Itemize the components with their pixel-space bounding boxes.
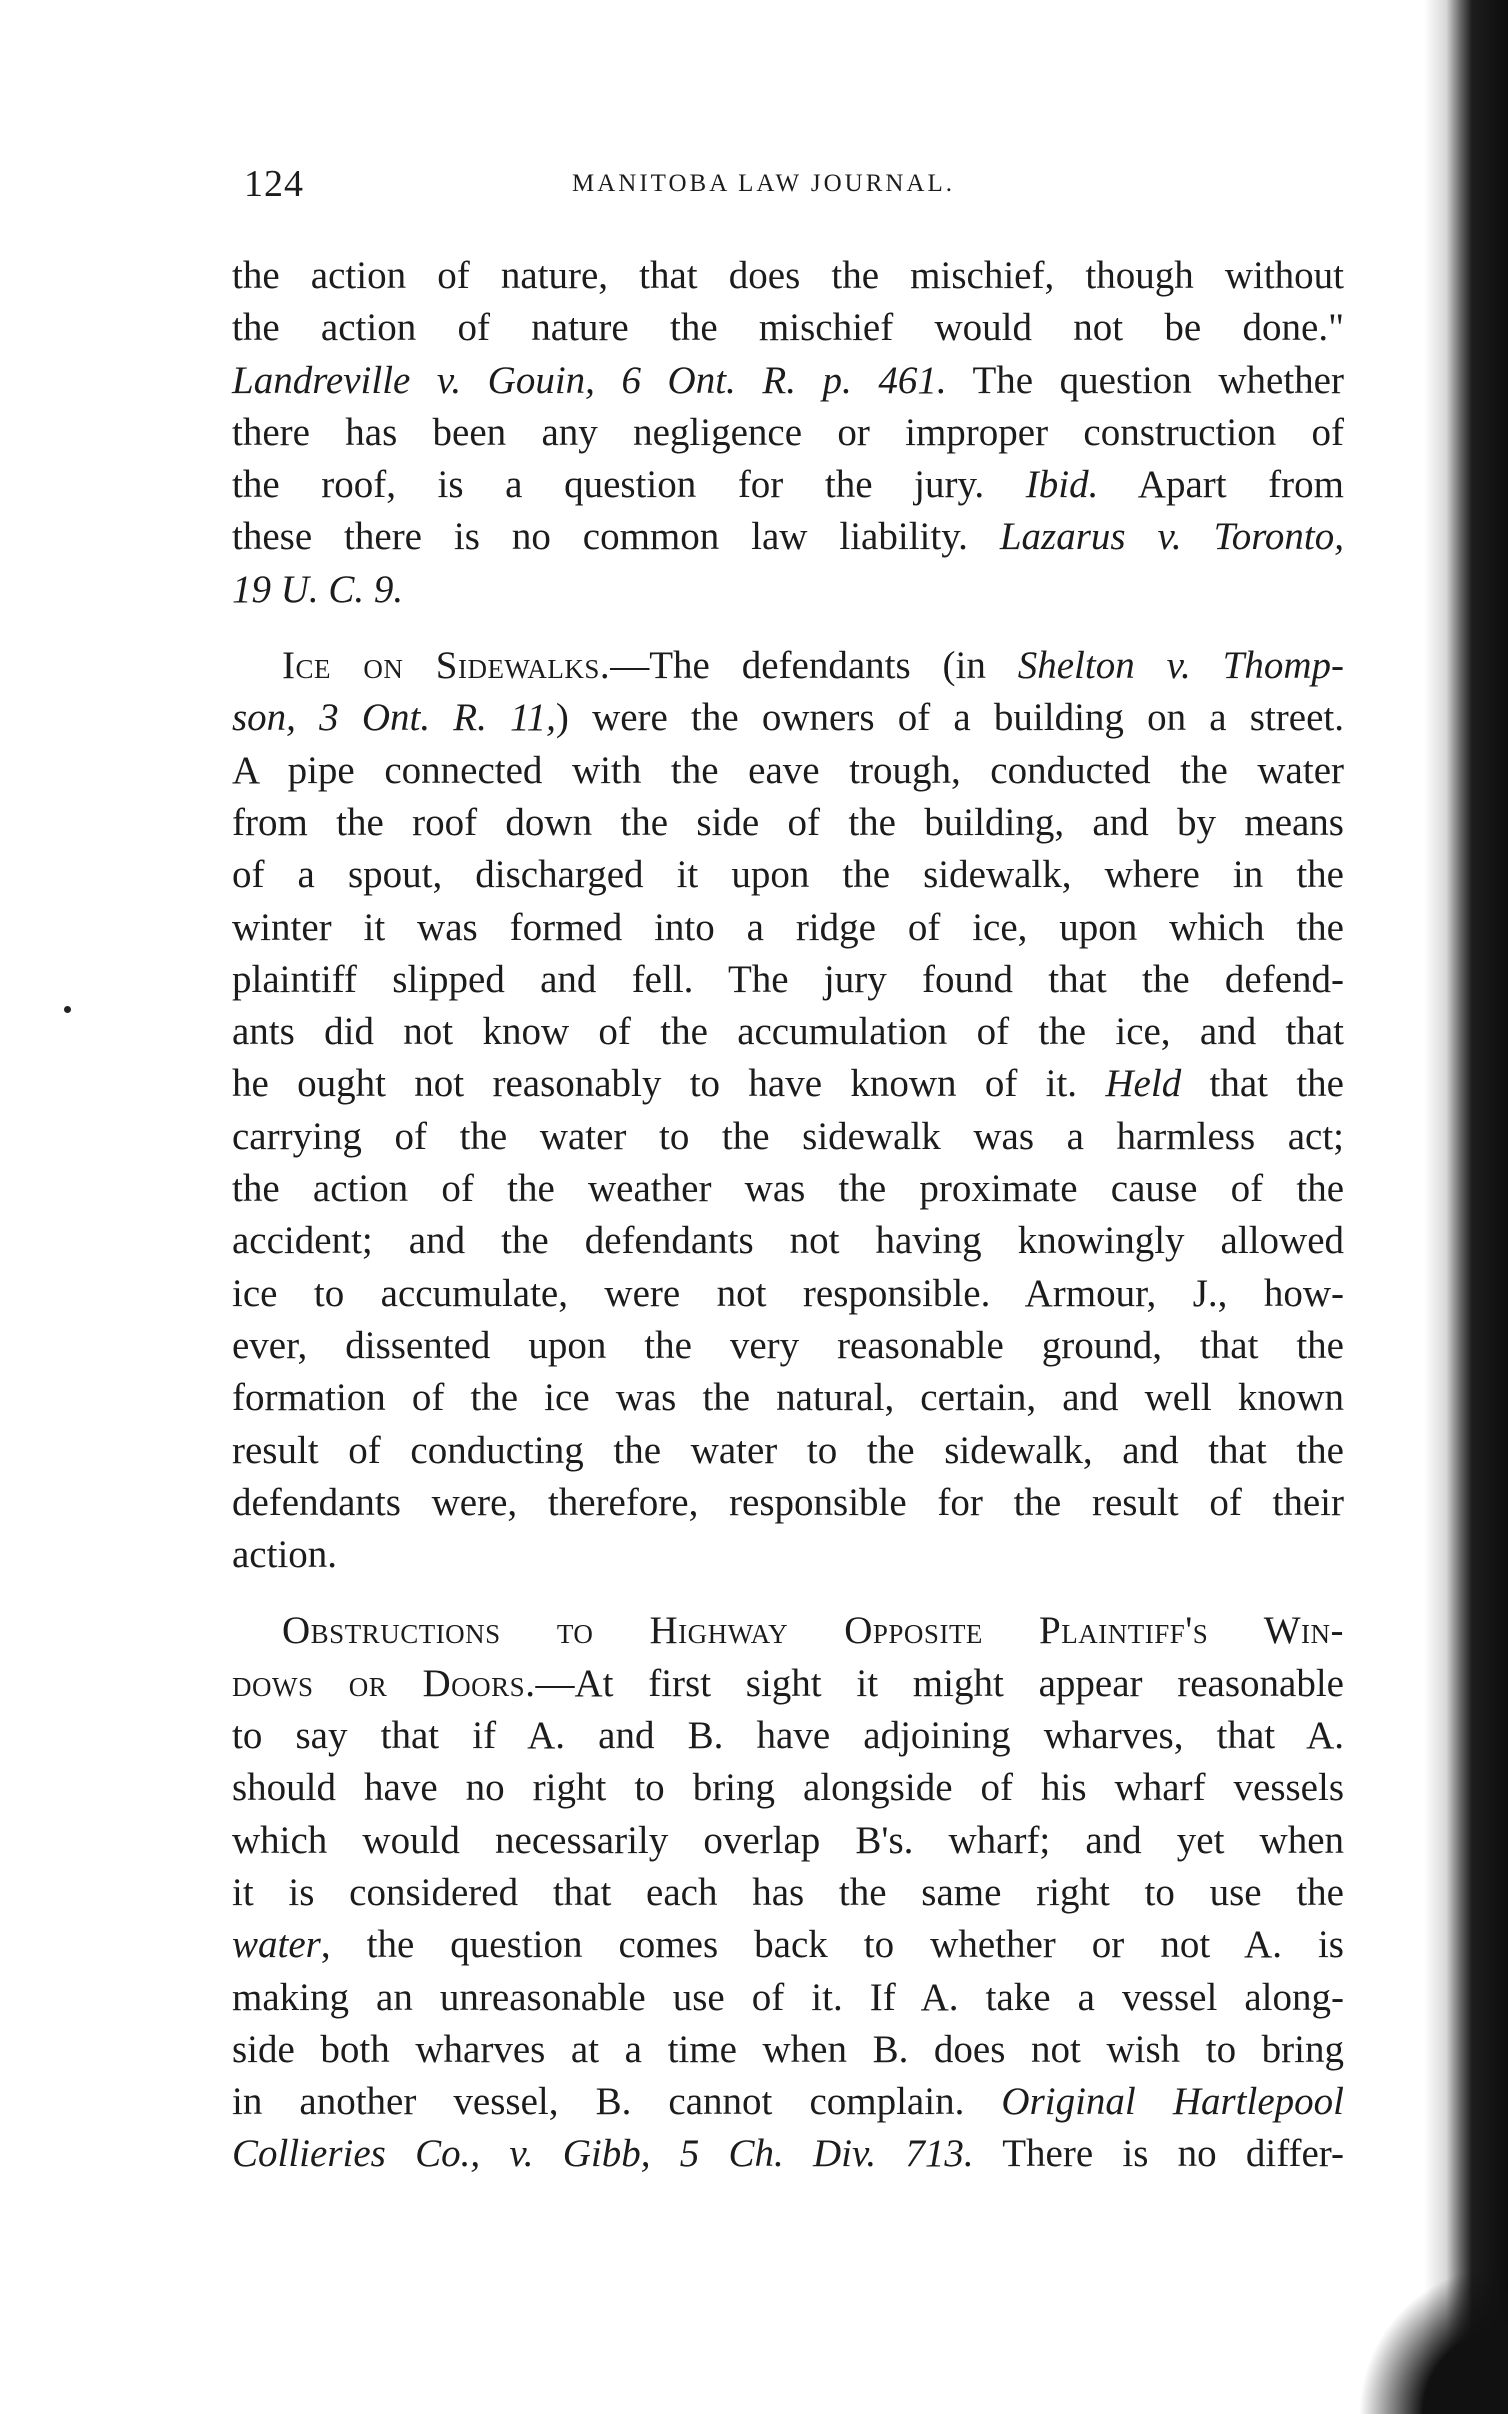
- text-line: [232, 511, 1344, 563]
- text-line: winter it was formed into a ridge of ice, upon which the: [232, 905, 1344, 949]
- running-head: [244, 162, 1344, 212]
- page-number: 124: [244, 163, 304, 205]
- case-citation: 19 U. C. 9.: [232, 567, 404, 611]
- text-line: the action of nature, that does the mischief, though without: [232, 254, 1344, 297]
- text-line: from the roof down the side of the building, and by means: [232, 800, 1344, 844]
- text-fragment: —The defendants (in: [610, 644, 1018, 688]
- text-fragment: , the question comes back to whether or not A. is: [320, 1923, 1344, 1967]
- section-heading: Ice on Sidewalks.: [282, 644, 611, 688]
- text-line: accident; and the defendants not having knowingly allowed: [232, 1219, 1344, 1263]
- text-line: should have no right to bring alongside of his wharf vessels: [232, 1766, 1344, 1810]
- text-line: it is considered that each has the same right to use the: [232, 1870, 1344, 1914]
- text-fragment: The question whether: [946, 358, 1344, 402]
- scan-speck: [64, 1006, 71, 1013]
- text-fragment: ) were the owners of a building on a street.: [555, 696, 1344, 740]
- text-line: [232, 459, 1344, 511]
- text-line: which would necessarily overlap B's. wharf; and yet when: [232, 1818, 1344, 1862]
- text-line: defendants were, therefore, responsible for the result of their: [232, 1480, 1344, 1524]
- case-citation: Ibid.: [1025, 463, 1099, 507]
- case-citation: Shelton v. Thomp-: [1017, 644, 1344, 688]
- text-line: result of conducting the water to the sidewalk, and that the: [232, 1428, 1344, 1472]
- section-heading: Obstructions to Highway Opposite Plaintiff's Win-: [282, 1609, 1344, 1653]
- emphasis-held: Held: [1105, 1062, 1182, 1106]
- text-fragment: the roof, is a question for the jury.: [232, 463, 1026, 507]
- text-line: ice to accumulate, were not responsible. Armour, J., how-: [232, 1271, 1344, 1315]
- paragraph-continuation: [232, 250, 1344, 616]
- text-line: [232, 1605, 1344, 1657]
- text-line: [232, 564, 1344, 616]
- text-line: [232, 2128, 1344, 2180]
- text-fragment: in another vessel, B. cannot complain.: [232, 2080, 1002, 2124]
- text-fragment: Apart from: [1098, 463, 1344, 507]
- text-fragment: that the: [1181, 1062, 1344, 1106]
- text-line: [232, 1919, 1344, 1971]
- text-line: ants did not know of the accumulation of the ice, and that: [232, 1010, 1344, 1054]
- text-line: side both wharves at a time when B. does not wish to bring: [232, 2027, 1344, 2071]
- text-fragment: —At first sight it might appear reasonable: [535, 1661, 1344, 1705]
- text-line: the action of the weather was the proximate cause of the: [232, 1167, 1344, 1211]
- paragraph-gap: [232, 616, 1344, 640]
- text-line: of a spout, discharged it upon the sidewalk, where in the: [232, 853, 1344, 897]
- text-line: A pipe connected with the eave trough, conducted the water: [232, 748, 1344, 792]
- text-line: action.: [232, 1533, 338, 1577]
- text-line: ever, dissented upon the very reasonable ground, that the: [232, 1323, 1344, 1367]
- paragraph-gap: [232, 1581, 1344, 1605]
- paragraph-ice-on-sidewalks: [232, 640, 1344, 1581]
- text-line: [232, 692, 1344, 744]
- text-line: the action of nature the mischief would not be done.": [232, 306, 1344, 350]
- case-citation: Original Hartlepool: [1001, 2080, 1344, 2124]
- journal-title: MANITOBA LAW JOURNAL.: [572, 170, 955, 197]
- text-line: there has been any negligence or improper construction of: [232, 410, 1344, 454]
- scan-page-edge: [1424, 0, 1508, 2414]
- paragraph-obstructions: [232, 1605, 1344, 2180]
- case-citation: son, 3 Ont. R. 11,: [232, 696, 556, 740]
- text-line: plaintiff slipped and fell. The jury found that the defend-: [232, 957, 1344, 1001]
- case-citation: Collieries Co., v. Gibb, 5 Ch. Div. 713.: [232, 2132, 974, 2176]
- case-citation: Landreville v. Gouin, 6 Ont. R. p. 461.: [232, 358, 947, 402]
- body-text: [232, 250, 1344, 2181]
- text-line: [232, 355, 1344, 407]
- emphasis-water: water: [232, 1923, 321, 1967]
- text-line: [232, 1058, 1344, 1110]
- text-line: carrying of the water to the sidewalk was a harmless act;: [232, 1114, 1344, 1158]
- case-citation: Lazarus v. Toronto,: [999, 515, 1345, 559]
- text-fragment: he ought not reasonably to have known of it.: [232, 1062, 1106, 1106]
- section-heading-continued: dows or Doors.: [232, 1661, 536, 1705]
- text-line: [232, 640, 1344, 692]
- text-line: [232, 2076, 1344, 2128]
- text-line: to say that if A. and B. have adjoining wharves, that A.: [232, 1714, 1344, 1758]
- text-fragment: these there is no common law liability.: [232, 515, 1000, 559]
- text-line: formation of the ice was the natural, certain, and well known: [232, 1376, 1344, 1420]
- text-line: making an unreasonable use of it. If A. take a vessel along-: [232, 1975, 1344, 2019]
- text-fragment: There is no differ-: [973, 2132, 1344, 2176]
- scan-page-corner: [1358, 2264, 1508, 2414]
- text-line: [232, 1658, 1344, 1710]
